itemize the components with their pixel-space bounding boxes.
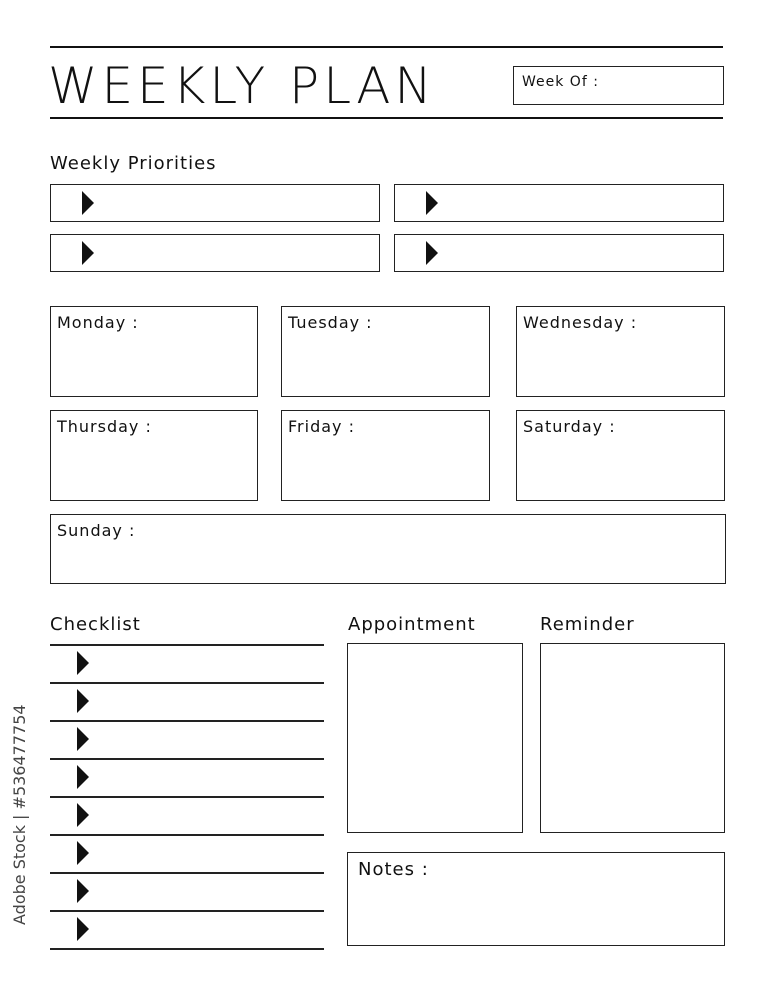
- checklist-label: Checklist: [50, 614, 141, 635]
- arrow-bullet-icon: [77, 727, 89, 751]
- day-box-wednesday[interactable]: [516, 306, 725, 397]
- arrow-bullet-icon: [426, 241, 438, 265]
- page-title: WEEKLY PLAN: [48, 57, 436, 115]
- day-label: Wednesday :: [523, 313, 638, 332]
- priority-field[interactable]: [50, 234, 380, 272]
- notes-box[interactable]: [347, 852, 725, 946]
- checklist-line: [50, 872, 324, 874]
- priorities-label: Weekly Priorities: [50, 153, 217, 174]
- checklist-line: [50, 948, 324, 950]
- watermark: Adobe Stock | #536477754: [10, 704, 29, 925]
- arrow-bullet-icon: [77, 841, 89, 865]
- day-label: Thursday :: [57, 417, 152, 436]
- arrow-bullet-icon: [77, 803, 89, 827]
- day-label: Friday :: [288, 417, 355, 436]
- arrow-bullet-icon: [77, 917, 89, 941]
- arrow-bullet-icon: [77, 689, 89, 713]
- top-rule: [50, 46, 723, 48]
- checklist-line: [50, 720, 324, 722]
- appointment-label: Appointment: [348, 614, 476, 635]
- arrow-bullet-icon: [77, 765, 89, 789]
- day-label: Saturday :: [523, 417, 616, 436]
- day-label: Monday :: [57, 313, 139, 332]
- arrow-bullet-icon: [77, 651, 89, 675]
- day-box-friday[interactable]: [281, 410, 490, 501]
- week-of-label: Week Of :: [522, 74, 599, 90]
- appointment-box[interactable]: [347, 643, 523, 833]
- week-of-field[interactable]: [513, 66, 724, 105]
- arrow-bullet-icon: [77, 879, 89, 903]
- priority-field[interactable]: [394, 184, 724, 222]
- checklist-line: [50, 758, 324, 760]
- day-box-monday[interactable]: [50, 306, 258, 397]
- day-label: Tuesday :: [288, 313, 373, 332]
- day-label: Sunday :: [57, 521, 136, 540]
- checklist-line: [50, 644, 324, 646]
- checklist-line: [50, 796, 324, 798]
- day-box-tuesday[interactable]: [281, 306, 490, 397]
- checklist-line: [50, 834, 324, 836]
- day-box-sunday[interactable]: [50, 514, 726, 584]
- arrow-bullet-icon: [82, 191, 94, 215]
- priority-field[interactable]: [50, 184, 380, 222]
- reminder-label: Reminder: [540, 614, 635, 635]
- arrow-bullet-icon: [426, 191, 438, 215]
- reminder-box[interactable]: [540, 643, 725, 833]
- day-box-thursday[interactable]: [50, 410, 258, 501]
- day-box-saturday[interactable]: [516, 410, 725, 501]
- priority-field[interactable]: [394, 234, 724, 272]
- checklist-line: [50, 682, 324, 684]
- header-rule: [50, 117, 723, 119]
- checklist-line: [50, 910, 324, 912]
- notes-label: Notes :: [358, 859, 429, 880]
- arrow-bullet-icon: [82, 241, 94, 265]
